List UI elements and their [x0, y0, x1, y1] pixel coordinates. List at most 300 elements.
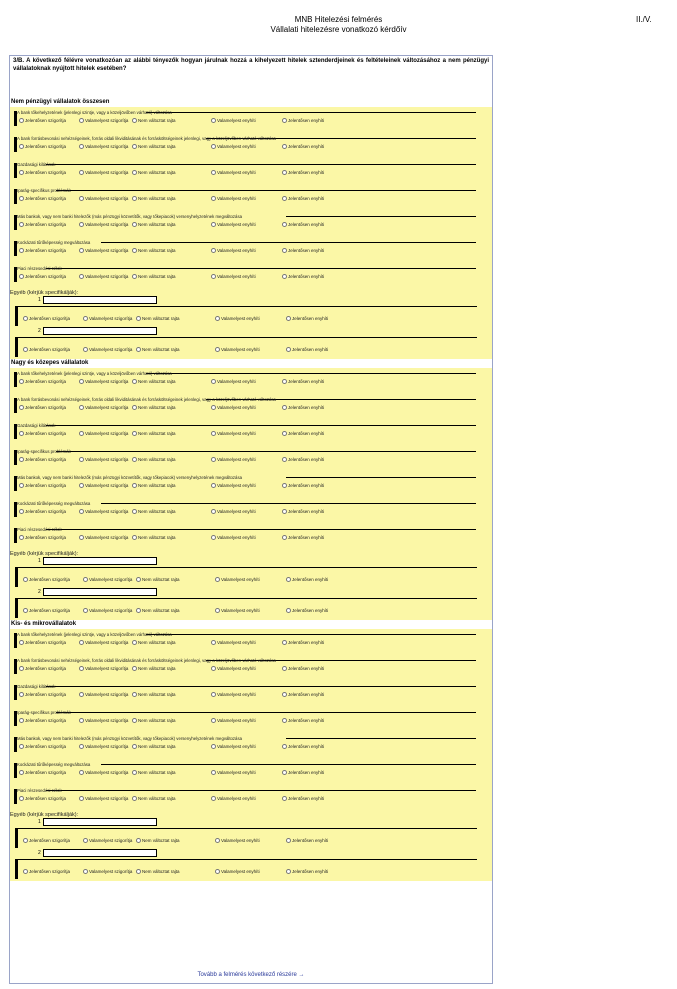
radio-button[interactable]: [132, 509, 137, 514]
option-3[interactable]: [215, 608, 260, 613]
radio-button[interactable]: [79, 770, 84, 775]
section-title: Nagy és közepes vállalatok: [11, 360, 89, 366]
radio-button[interactable]: [23, 838, 28, 843]
radio-button[interactable]: [282, 535, 287, 540]
option-1[interactable]: [79, 718, 128, 723]
radio-button[interactable]: [79, 718, 84, 723]
radio-button[interactable]: [211, 196, 216, 201]
radio-button[interactable]: [132, 770, 137, 775]
factor-label: Más bankok, vagy nem banki hitelezők (más pénzügyi közvetítők, vagy tőkepiacok) versenyhelyzetének megváltozása: [17, 214, 242, 219]
option-4[interactable]: [282, 144, 324, 149]
radio-button[interactable]: [136, 316, 141, 321]
option-0[interactable]: [23, 316, 70, 321]
option-0[interactable]: [19, 744, 66, 749]
option-2[interactable]: [132, 222, 176, 227]
radio-button[interactable]: [132, 170, 137, 175]
other-text-input[interactable]: [43, 818, 157, 826]
option-2[interactable]: [132, 666, 176, 671]
option-label: Jelentősen enyhíti: [288, 274, 325, 279]
radio-button[interactable]: [132, 744, 137, 749]
radio-button[interactable]: [215, 347, 220, 352]
radio-button[interactable]: [132, 274, 137, 279]
option-1[interactable]: [83, 347, 132, 352]
option-2[interactable]: [132, 457, 176, 462]
radio-button[interactable]: [282, 170, 287, 175]
option-2[interactable]: [132, 196, 176, 201]
option-0[interactable]: [19, 509, 66, 514]
option-3[interactable]: [215, 347, 260, 352]
option-4[interactable]: [282, 509, 324, 514]
option-2[interactable]: [132, 718, 176, 723]
option-3[interactable]: [211, 248, 256, 253]
radio-button[interactable]: [19, 405, 24, 410]
radio-button[interactable]: [23, 608, 28, 613]
radio-button[interactable]: [19, 535, 24, 540]
radio-button[interactable]: [79, 248, 84, 253]
option-label: Jelentősen szigorítja: [25, 379, 67, 384]
option-4[interactable]: [286, 347, 328, 352]
radio-button[interactable]: [79, 457, 84, 462]
radio-button[interactable]: [215, 869, 220, 874]
option-0[interactable]: [23, 577, 70, 582]
radio-button[interactable]: [19, 248, 24, 253]
option-3[interactable]: [211, 744, 256, 749]
option-4[interactable]: [282, 640, 324, 645]
option-0[interactable]: [19, 431, 66, 436]
option-4[interactable]: [282, 379, 324, 384]
option-label: Jelentősen szigorítja: [29, 316, 71, 321]
option-1[interactable]: [79, 118, 128, 123]
radio-button[interactable]: [19, 483, 24, 488]
radio-button[interactable]: [282, 509, 287, 514]
option-4[interactable]: [282, 431, 324, 436]
option-1[interactable]: [79, 431, 128, 436]
option-0[interactable]: [19, 535, 66, 540]
option-4[interactable]: [282, 248, 324, 253]
option-3[interactable]: [211, 431, 256, 436]
radio-button[interactable]: [215, 316, 220, 321]
option-2[interactable]: [132, 640, 176, 645]
option-2[interactable]: [132, 535, 176, 540]
radio-button[interactable]: [211, 431, 216, 436]
option-3[interactable]: [211, 457, 256, 462]
radio-button[interactable]: [19, 744, 24, 749]
radio-button[interactable]: [211, 640, 216, 645]
option-3[interactable]: [211, 274, 256, 279]
option-0[interactable]: [23, 838, 70, 843]
radio-button[interactable]: [79, 796, 84, 801]
option-4[interactable]: [286, 869, 328, 874]
radio-button[interactable]: [79, 274, 84, 279]
option-label: Valamelyest szigorítja: [85, 431, 129, 436]
radio-button[interactable]: [83, 316, 88, 321]
option-1[interactable]: [79, 535, 128, 540]
option-label: Nem változtat rajta: [138, 144, 176, 149]
radio-button[interactable]: [79, 405, 84, 410]
option-2[interactable]: [132, 248, 176, 253]
radio-button[interactable]: [215, 838, 220, 843]
radio-button[interactable]: [286, 577, 291, 582]
option-4[interactable]: [282, 118, 324, 123]
radio-button[interactable]: [132, 796, 137, 801]
radio-button[interactable]: [215, 577, 220, 582]
option-4[interactable]: [282, 770, 324, 775]
option-0[interactable]: [19, 144, 66, 149]
radio-button[interactable]: [132, 118, 137, 123]
option-2[interactable]: [132, 509, 176, 514]
option-0[interactable]: [23, 347, 70, 352]
option-1[interactable]: [83, 608, 132, 613]
radio-button[interactable]: [19, 431, 24, 436]
option-3[interactable]: [211, 405, 256, 410]
option-2[interactable]: [132, 170, 176, 175]
option-0[interactable]: [19, 666, 66, 671]
option-1[interactable]: [79, 640, 128, 645]
radio-button[interactable]: [23, 577, 28, 582]
option-3[interactable]: [211, 640, 256, 645]
option-0[interactable]: [19, 405, 66, 410]
option-3[interactable]: [215, 577, 260, 582]
option-1[interactable]: [79, 144, 128, 149]
option-0[interactable]: [19, 274, 66, 279]
radio-button[interactable]: [286, 347, 291, 352]
radio-button[interactable]: [83, 869, 88, 874]
option-2[interactable]: [136, 577, 180, 582]
option-4[interactable]: [286, 577, 328, 582]
radio-button[interactable]: [132, 640, 137, 645]
radio-button[interactable]: [19, 640, 24, 645]
option-label: Jelentősen szigorítja: [29, 608, 71, 613]
option-4[interactable]: [282, 196, 324, 201]
option-0[interactable]: [19, 796, 66, 801]
option-0[interactable]: [19, 248, 66, 253]
option-4[interactable]: [286, 608, 328, 613]
option-3[interactable]: [211, 666, 256, 671]
option-1[interactable]: [79, 405, 128, 410]
radio-button[interactable]: [83, 838, 88, 843]
radio-button[interactable]: [19, 118, 24, 123]
radio-button[interactable]: [79, 196, 84, 201]
radio-button[interactable]: [19, 770, 24, 775]
option-1[interactable]: [79, 248, 128, 253]
radio-button[interactable]: [132, 379, 137, 384]
option-2[interactable]: [136, 608, 180, 613]
radio-button[interactable]: [79, 535, 84, 540]
radio-button[interactable]: [286, 869, 291, 874]
radio-button[interactable]: [132, 535, 137, 540]
option-4[interactable]: [282, 405, 324, 410]
radio-button[interactable]: [136, 869, 141, 874]
option-2[interactable]: [132, 483, 176, 488]
option-1[interactable]: [79, 692, 128, 697]
factor-label: A bank tőkehelyzetének (jelenlegi szintje, vagy a közeljövőben várható) változása: [17, 110, 172, 115]
option-3[interactable]: [211, 535, 256, 540]
radio-button[interactable]: [79, 222, 84, 227]
radio-button[interactable]: [286, 608, 291, 613]
option-label: Valamelyest szigorítja: [85, 509, 129, 514]
radio-button[interactable]: [282, 274, 287, 279]
radio-button[interactable]: [282, 718, 287, 723]
option-1[interactable]: [79, 457, 128, 462]
radio-button[interactable]: [211, 118, 216, 123]
factor-row: [10, 420, 492, 446]
option-3[interactable]: [211, 118, 256, 123]
radio-button[interactable]: [79, 640, 84, 645]
radio-button[interactable]: [79, 170, 84, 175]
option-2[interactable]: [136, 316, 180, 321]
radio-button[interactable]: [211, 666, 216, 671]
option-1[interactable]: [79, 222, 128, 227]
radio-button[interactable]: [282, 118, 287, 123]
radio-button[interactable]: [282, 796, 287, 801]
radio-button[interactable]: [211, 457, 216, 462]
radio-button[interactable]: [211, 222, 216, 227]
other-number: 2: [38, 328, 41, 334]
option-4[interactable]: [282, 796, 324, 801]
radio-button[interactable]: [211, 483, 216, 488]
radio-button[interactable]: [79, 666, 84, 671]
radio-button[interactable]: [132, 483, 137, 488]
option-4[interactable]: [282, 535, 324, 540]
option-2[interactable]: [136, 838, 180, 843]
option-1[interactable]: [79, 509, 128, 514]
option-2[interactable]: [132, 692, 176, 697]
radio-button[interactable]: [79, 744, 84, 749]
radio-button[interactable]: [132, 222, 137, 227]
option-label: Nem változtat rajta: [138, 274, 176, 279]
radio-button[interactable]: [132, 196, 137, 201]
option-3[interactable]: [211, 483, 256, 488]
option-0[interactable]: [23, 608, 70, 613]
radio-button[interactable]: [211, 170, 216, 175]
radio-button[interactable]: [282, 144, 287, 149]
option-4[interactable]: [282, 744, 324, 749]
option-1[interactable]: [79, 379, 128, 384]
radio-button[interactable]: [136, 608, 141, 613]
other-number: 1: [38, 558, 41, 564]
radio-button[interactable]: [282, 379, 287, 384]
radio-button[interactable]: [215, 608, 220, 613]
radio-button[interactable]: [132, 248, 137, 253]
radio-button[interactable]: [19, 274, 24, 279]
radio-button[interactable]: [282, 666, 287, 671]
radio-button[interactable]: [282, 405, 287, 410]
option-3[interactable]: [215, 869, 260, 874]
option-2[interactable]: [132, 405, 176, 410]
option-4[interactable]: [286, 316, 328, 321]
radio-button[interactable]: [23, 347, 28, 352]
option-0[interactable]: [19, 118, 66, 123]
option-4[interactable]: [282, 222, 324, 227]
radio-button[interactable]: [23, 869, 28, 874]
option-0[interactable]: [23, 869, 70, 874]
radio-button[interactable]: [132, 718, 137, 723]
option-1[interactable]: [83, 577, 132, 582]
option-3[interactable]: [211, 770, 256, 775]
radio-button[interactable]: [19, 196, 24, 201]
radio-button[interactable]: [136, 838, 141, 843]
option-1[interactable]: [83, 838, 132, 843]
option-3[interactable]: [211, 718, 256, 723]
radio-button[interactable]: [282, 640, 287, 645]
radio-button[interactable]: [79, 379, 84, 384]
option-1[interactable]: [79, 274, 128, 279]
radio-button[interactable]: [132, 405, 137, 410]
radio-button[interactable]: [79, 118, 84, 123]
option-label: Valamelyest enyhíti: [221, 608, 260, 613]
option-label: Nem változtat rajta: [138, 405, 176, 410]
radio-button[interactable]: [19, 692, 24, 697]
option-3[interactable]: [211, 144, 256, 149]
option-3[interactable]: [211, 222, 256, 227]
radio-button[interactable]: [282, 222, 287, 227]
other-text-input[interactable]: [43, 849, 157, 857]
radio-button[interactable]: [19, 144, 24, 149]
next-section-link[interactable]: Tovább a felmérés következő részére →: [197, 972, 305, 978]
radio-button[interactable]: [282, 770, 287, 775]
option-3[interactable]: [211, 196, 256, 201]
radio-button[interactable]: [286, 838, 291, 843]
radio-button[interactable]: [211, 692, 216, 697]
option-1[interactable]: [79, 744, 128, 749]
radio-button[interactable]: [79, 483, 84, 488]
option-4[interactable]: [286, 838, 328, 843]
radio-button[interactable]: [286, 316, 291, 321]
option-3[interactable]: [215, 316, 260, 321]
option-0[interactable]: [19, 170, 66, 175]
radio-button[interactable]: [83, 608, 88, 613]
option-4[interactable]: [282, 666, 324, 671]
radio-button[interactable]: [19, 796, 24, 801]
radio-button[interactable]: [19, 222, 24, 227]
radio-button[interactable]: [211, 796, 216, 801]
option-1[interactable]: [79, 666, 128, 671]
option-label: Nem változtat rajta: [138, 796, 176, 801]
radio-button[interactable]: [19, 509, 24, 514]
option-2[interactable]: [132, 431, 176, 436]
radio-button[interactable]: [132, 431, 137, 436]
option-1[interactable]: [79, 170, 128, 175]
option-1[interactable]: [79, 796, 128, 801]
option-4[interactable]: [282, 483, 324, 488]
radio-button[interactable]: [83, 577, 88, 582]
radio-button[interactable]: [132, 692, 137, 697]
radio-button[interactable]: [132, 144, 137, 149]
radio-button[interactable]: [23, 316, 28, 321]
option-2[interactable]: [132, 274, 176, 279]
option-1[interactable]: [83, 316, 132, 321]
radio-button[interactable]: [136, 347, 141, 352]
option-0[interactable]: [19, 692, 66, 697]
radio-button[interactable]: [282, 431, 287, 436]
option-0[interactable]: [19, 196, 66, 201]
radio-button[interactable]: [19, 170, 24, 175]
other-text-input[interactable]: [43, 296, 157, 304]
radio-button[interactable]: [282, 457, 287, 462]
radio-button[interactable]: [211, 248, 216, 253]
option-0[interactable]: [19, 640, 66, 645]
radio-button[interactable]: [19, 379, 24, 384]
option-2[interactable]: [132, 770, 176, 775]
option-0[interactable]: [19, 379, 66, 384]
option-0[interactable]: [19, 222, 66, 227]
option-2[interactable]: [136, 869, 180, 874]
radio-button[interactable]: [211, 379, 216, 384]
radio-button[interactable]: [79, 431, 84, 436]
option-0[interactable]: [19, 718, 66, 723]
radio-button[interactable]: [136, 577, 141, 582]
option-2[interactable]: [136, 347, 180, 352]
option-3[interactable]: [211, 170, 256, 175]
radio-button[interactable]: [211, 770, 216, 775]
option-0[interactable]: [19, 483, 66, 488]
option-0[interactable]: [19, 770, 66, 775]
option-3[interactable]: [215, 838, 260, 843]
option-0[interactable]: [19, 457, 66, 462]
option-label: Valamelyest enyhíti: [217, 379, 256, 384]
option-4[interactable]: [282, 692, 324, 697]
option-2[interactable]: [132, 744, 176, 749]
option-1[interactable]: [79, 196, 128, 201]
radio-button[interactable]: [282, 248, 287, 253]
option-4[interactable]: [282, 170, 324, 175]
option-1[interactable]: [79, 770, 128, 775]
option-2[interactable]: [132, 118, 176, 123]
radio-button[interactable]: [132, 457, 137, 462]
option-label: Valamelyest szigorítja: [89, 316, 133, 321]
option-label: Nem változtat rajta: [142, 316, 180, 321]
radio-button[interactable]: [211, 535, 216, 540]
option-3[interactable]: [211, 509, 256, 514]
radio-button[interactable]: [19, 457, 24, 462]
option-3[interactable]: [211, 692, 256, 697]
radio-button[interactable]: [79, 144, 84, 149]
radio-button[interactable]: [282, 744, 287, 749]
other-text-input[interactable]: [43, 588, 157, 596]
option-2[interactable]: [132, 144, 176, 149]
radio-button[interactable]: [211, 509, 216, 514]
option-4[interactable]: [282, 274, 324, 279]
radio-button[interactable]: [19, 666, 24, 671]
option-2[interactable]: [132, 379, 176, 384]
option-2[interactable]: [132, 796, 176, 801]
radio-button[interactable]: [19, 718, 24, 723]
radio-button[interactable]: [211, 405, 216, 410]
other-text-input[interactable]: [43, 327, 157, 335]
radio-button[interactable]: [211, 718, 216, 723]
radio-button[interactable]: [282, 483, 287, 488]
option-3[interactable]: [211, 379, 256, 384]
radio-button[interactable]: [83, 347, 88, 352]
radio-button[interactable]: [79, 509, 84, 514]
radio-button[interactable]: [282, 692, 287, 697]
radio-button[interactable]: [211, 744, 216, 749]
other-text-input[interactable]: [43, 557, 157, 565]
radio-button[interactable]: [282, 196, 287, 201]
option-1[interactable]: [79, 483, 128, 488]
option-3[interactable]: [211, 796, 256, 801]
radio-button[interactable]: [132, 666, 137, 671]
radio-button[interactable]: [79, 692, 84, 697]
option-label: Jelentősen szigorítja: [25, 744, 67, 749]
option-1[interactable]: [83, 869, 132, 874]
option-4[interactable]: [282, 457, 324, 462]
factor-label: A bank forrásbevonási nehézségeinek, forrás oldali likviditásának és forrásköltségeinek jelenlegi, vagy a közeljövőben várható változása: [17, 136, 276, 141]
radio-button[interactable]: [211, 144, 216, 149]
other-number: 1: [38, 819, 41, 825]
option-4[interactable]: [282, 718, 324, 723]
radio-button[interactable]: [211, 274, 216, 279]
